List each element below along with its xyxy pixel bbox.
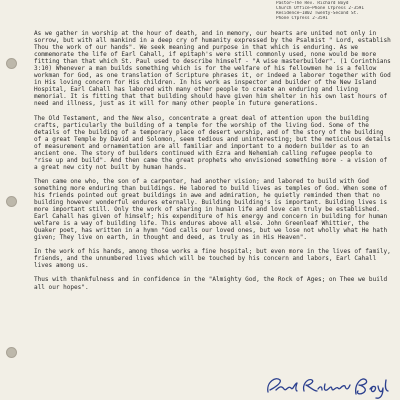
paragraph-5: Thus with thankfulness and in confidence in the "Almighty God, the Rock of Ages; on Thee we build all our hopes". bbox=[34, 276, 388, 291]
letterhead-line: Pastor—The Rev. Richard Boyd bbox=[276, 1, 349, 6]
punch-hole-top bbox=[6, 58, 17, 69]
paragraph-4: In the work of his hands, among those works a fine hospital; but even more in the lives of family, friends, and the unnumbered lives which will be touched by his concern and labors, Earl Cahall lives among us. bbox=[34, 248, 391, 270]
document-body bbox=[34, 30, 394, 298]
letterhead-line: Church Office—Phone CYpress 2-3591 bbox=[276, 6, 364, 11]
punch-hole-middle bbox=[6, 196, 17, 207]
paragraph-3: Then came one who, the son of a carpenter, had another vision; and labored to build with God something more enduring than buildings. He labored to build lives as temples of God. When some of his friends pointed out great buildings in awe and admiration, he quietly reminded them that no building however wonderful endures eternally. Building building's is important. Building lives is more important still. Only the work of sharing in human life and love can truly be established. Earl Cahall has given of himself; his expenditure of his energy and concern in building for human welfare is a way of building life. This endures above all else. John Greenleaf Whittier, the Quaker poet, has written in a hymn "God calls our loved ones, but we lose not wholly what He hath given; They live on earth, in thought and deed, as truly as in His Heaven". bbox=[34, 177, 388, 242]
signature-stroke bbox=[268, 379, 388, 398]
handwritten-signature bbox=[262, 372, 390, 400]
letterhead-line: Phone CYpress 2-3591 bbox=[276, 16, 328, 21]
letterhead-line: Residence—1802 Twenty-Second St. bbox=[276, 11, 359, 16]
paragraph-2: The Old Testament, and the New also, concentrate a great deal of attention upon the building crafts, particularly the building of a temple for the worship of the living God. Some of the details of the building of a temporary place of desert worship, and of the story of the building of a great Temple by David and Solomon, seem tedious and uninteresting; but the meticulous details of measurement and ornamentation are all familiar and important to a modern builder as to an ancient one. The story of builders continued with Ezra and Nehemiah calling refugee people to "rise up and build". And then came the great prophets who envisioned something more - a vision of a great new city not built by human hands. bbox=[34, 114, 391, 171]
punch-hole-bottom bbox=[6, 347, 17, 358]
church-letterhead bbox=[276, 1, 396, 21]
paragraph-1: As we gather in worship at the hour of death, and in memory, our hearts are united not only in sorrow, but with all mankind in a deep cry of humanity expressed by the Psalmist " Lord, establish Thou the work of our hands". We seek meaning and purpose in that which is enduring. As we commemorate the life of Earl Cahall, if epitaph's were still commonly used, none would be more fitting than that which St. Paul used to describe himself - "A wise masterbuilder". (1 Corinthians 3:10) Whenever a man builds something which is for the welfare of his fellowmen he is a fellow workman for God, as one translation of Scripture phrases it, or indeed a laborer together with God in His loving concern for His children. In his work as inspector and builder of the New Island Hospital, Earl Cahall has labored with many other people to create an enduring and living memorial. It is fitting that that building should have given him shelter in his own last hours of need and illness, just as it will for many other people in future generations. bbox=[34, 30, 391, 108]
